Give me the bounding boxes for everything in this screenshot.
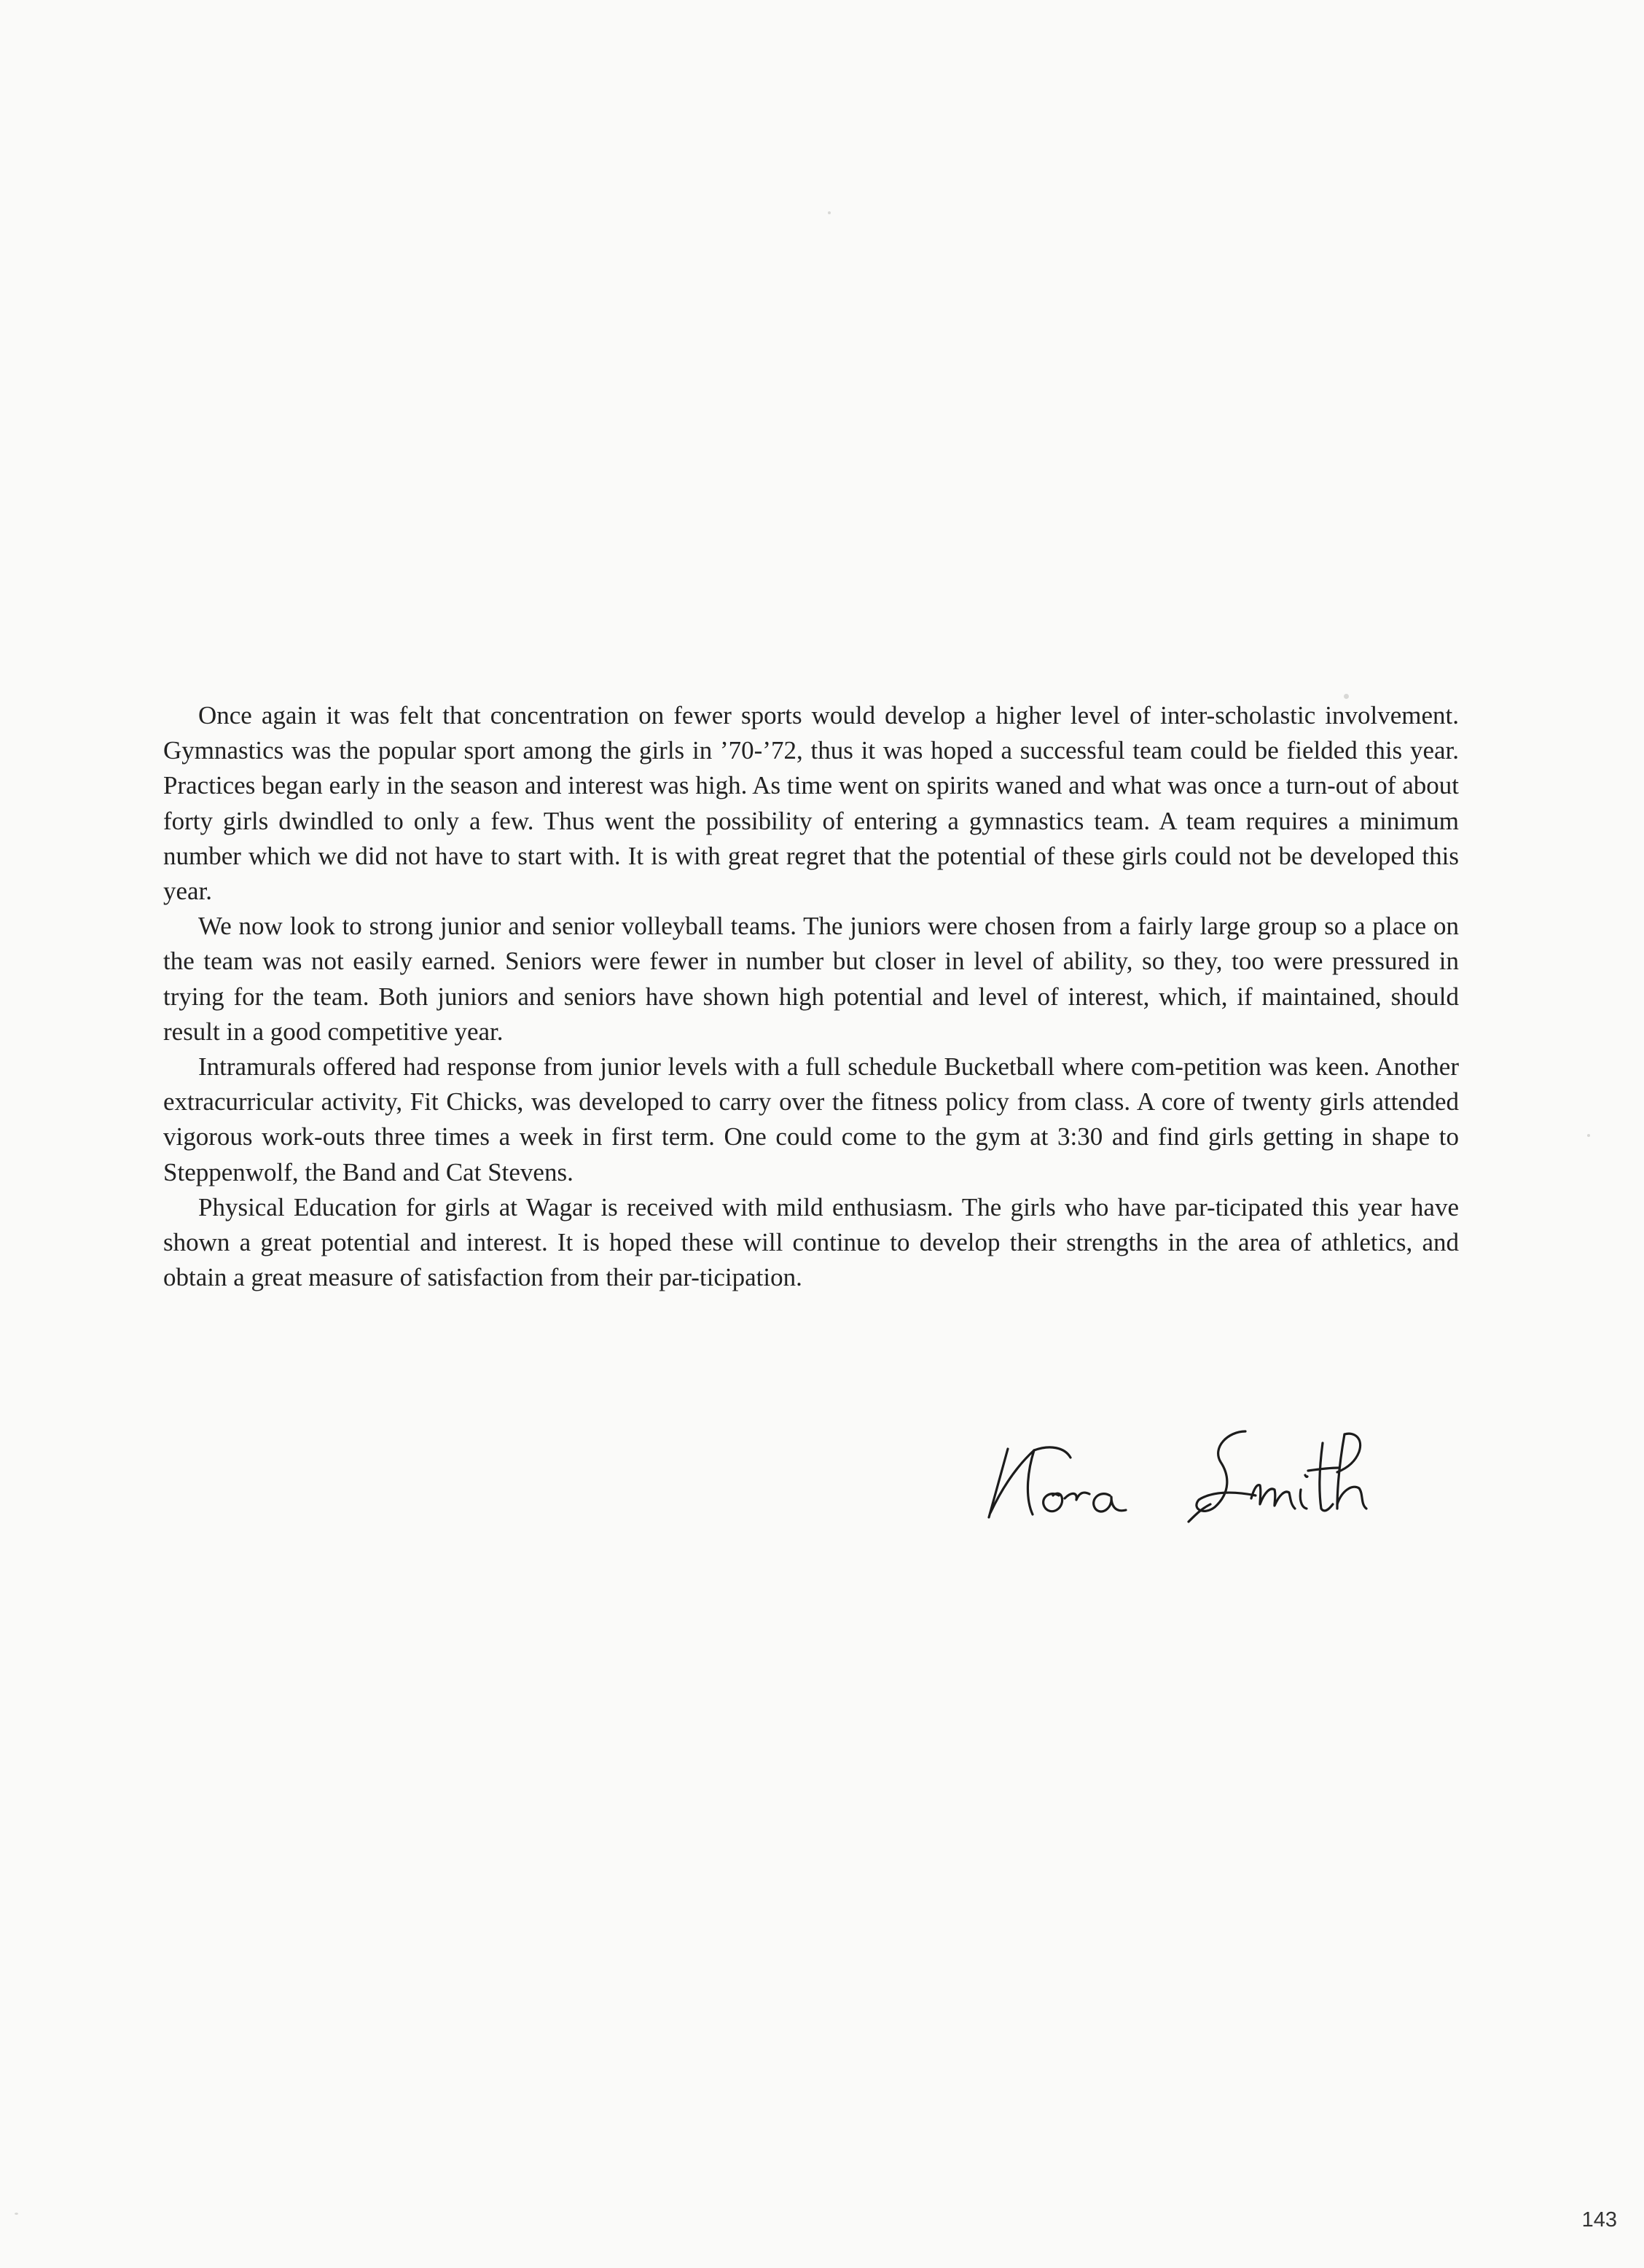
paper-speck [15,2213,18,2215]
page-number: 143 [1581,2208,1617,2232]
paragraph-physical-education: Physical Education for girls at Wagar is received with mild enthusiasm. The girls who have par-ticipated this year have shown a great potential and interest. It is hoped these will continue to develop their strengths in the area of athletics, and obtain a great measure of satisfaction from their par-ticipation. [163,1192,1459,1292]
paragraph-volleyball: We now look to strong junior and senior volleyball teams. The juniors were chosen from a fairly large group so a place on the team was not easily earned. Seniors were fewer in number but closer in level of ability, so they, too were pressured in trying for the team. Both juniors and seniors have shown high potential and level of interest, which, if maintained, should result in a good competitive year. [163,912,1459,1046]
paragraph-intramurals: Intramurals offered had response from junior levels with a full schedule Bucketball where com-petition was keen. Another extracurricular activity, Fit Chicks, was developed to carry over the fitness policy from class. A core of twenty girls attended vigorous work-outs three times a week in first term. One could come to the gym at 3:30 and find girls getting in shape to Steppenwolf, the Band and Cat Stevens. [163,1052,1459,1186]
paper-speck [828,211,831,214]
paper-speck [1587,1134,1590,1137]
signature [980,1428,1374,1523]
paragraph-gymnastics: Once again it was felt that concentration on fewer sports would develop a higher level of inter-scholastic involvement. Gymnastics was the popular sport among the girls in ’70-’72, thus it was hoped a successful team could be fielded this year. Practices began early in the season and interest was high. As time went on spirits waned and what was once a turn-out of about forty girls dwindled to only a few. Thus went the possibility of entering a gymnastics team. A team requires a minimum number which we did not have to start with. It is with great regret that the potential of these girls could not be developed this year. [163,701,1459,906]
article-body [163,698,1459,1295]
signature-handwriting [980,1428,1374,1523]
